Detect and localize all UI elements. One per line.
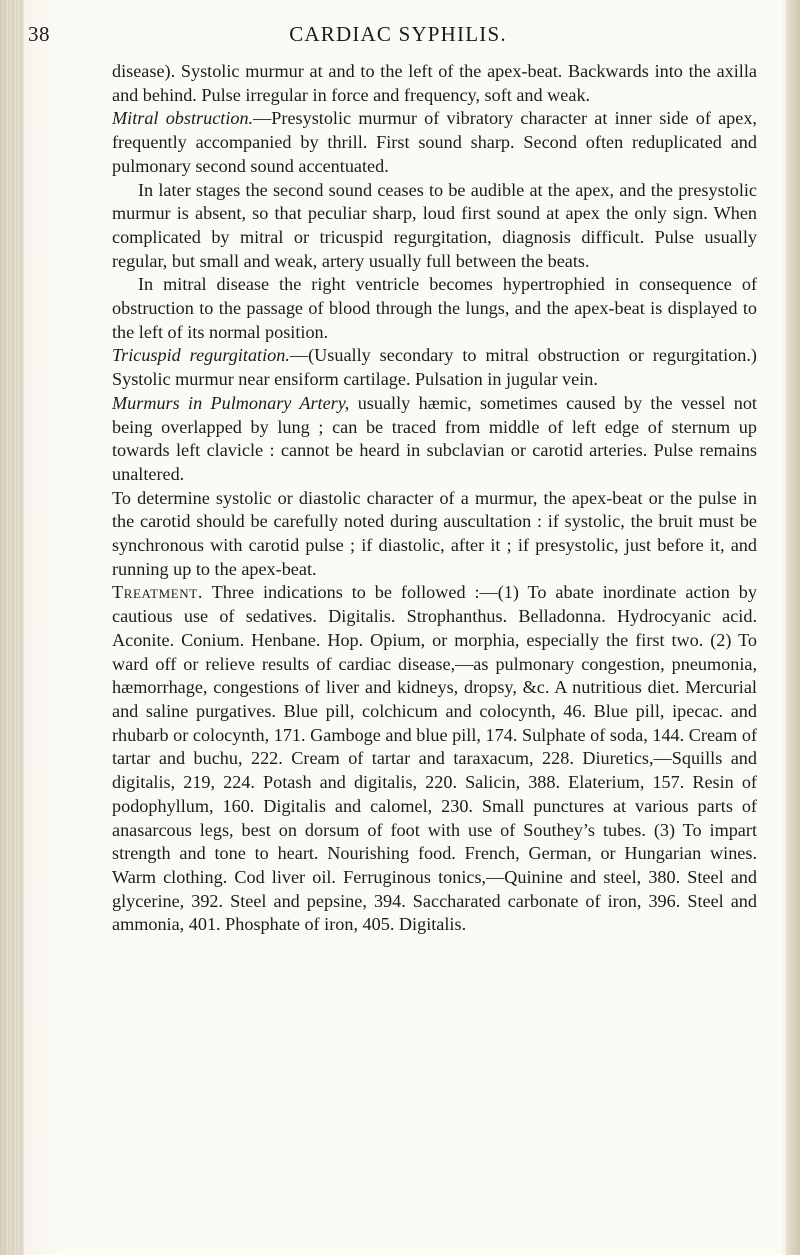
running-head: CARDIAC SYPHILIS.	[289, 22, 507, 46]
paragraph-later-stages: In later stages the second sound ceases to be audible at the apex, and the presystolic murmur is absent, so that peculiar sharp, loud first sound at apex the only sign. When complicated by mitral or tricuspid regurgitation, diagnosis difficult. Pulse usually regular, but small and weak, artery usually full between the beats.	[112, 179, 757, 271]
section-lead: Treatment.	[112, 582, 203, 603]
paragraph-determine-character: To determine systolic or diastolic character of a murmur, the apex-beat or the pulse in the carotid should be carefully noted during auscultation : if systolic, the bruit must be synchronous with carotid pulse ; if diastolic, after it ; if presystolic, just before it, and running up to the apex-beat.	[112, 487, 757, 579]
paragraph-pulmonary-murmurs: Murmurs in Pulmonary Artery, usually hæmic, sometimes caused by the vessel not being overlapped by lung ; can be traced from middle of left edge of sternum up towards left clavicle : cannot be heard in subclavian or carotid arteries. Pulse remains unaltered.	[112, 392, 757, 484]
page-number: 38	[28, 22, 50, 46]
book-spine-shadow	[0, 0, 24, 1255]
paragraph-mitral-disease: In mitral disease the right ventricle becomes hypertrophied in consequence of obstruction to the passage of blood through the lungs, and the apex-beat is displayed to the left of its normal position.	[112, 274, 757, 342]
paragraph-continuation: disease). Systolic murmur at and to the left of the apex-beat. Backwards into the axilla and behind. Pulse irregular in force and frequency, soft and weak.	[112, 61, 757, 105]
section-lead: Murmurs in Pulmonary Artery,	[112, 392, 350, 413]
page-edge	[786, 0, 800, 1255]
paragraph-treatment: Treatment. Three indications to be followed :—(1) To abate inordinate action by cautious use of sedatives. Digitalis. Strophanthus. Belladonna. Hydrocyanic acid. Aconite. Conium. Henbane. Hop. Opium, or morphia, especially the first two. (2) To ward off or relieve results of cardiac disease,—as pulmonary congestion, pneumonia, hæmorrhage, congestions of liver and kidneys, dropsy, &c. A nutritious diet. Mercurial and saline purgatives. Blue pill, colchicum and colocynth, 46. Blue pill, ipecac. and rhubarb or colocynth, 171. Gamboge and blue pill, 174. Sulphate of soda, 144. Cream of tartar and buchu, 222. Cream of tartar and taraxacum, 228. Diuretics,—Squills and digitalis, 219, 224. Potash and digitalis, 220. Salicin, 388. Elaterium, 157. Resin of podophyllum, 160. Digitalis and calomel, 230. Small punctures at various parts of anasarcous legs, best on dorsum of foot with use of Southey’s tubes. (3) To impart strength and tone to heart. Nourishing food. French, German, or Hungarian wines. Warm clothing. Cod liver oil. Ferruginous tonics,—Quinine and steel, 380. Steel and glycerine, 392. Steel and pepsine, 394. Saccharated carbonate of iron, 396. Steel and ammonia, 401. Phosphate of iron, 405. Digitalis.	[112, 582, 757, 935]
body-text	[112, 60, 757, 937]
section-lead: Tricuspid regurgitation.	[112, 345, 290, 366]
paragraph-mitral-obstruction: Mitral obstruction.—Presystolic murmur of vibratory character at inner side of apex, frequently accompanied by thrill. First sound sharp. Second often reduplicated and pulmonary second sound accentuated.	[112, 108, 757, 176]
section-lead: Mitral obstruction.	[112, 108, 254, 129]
paragraph-tricuspid: Tricuspid regurgitation.—(Usually secondary to mitral obstruction or regurgitation.) Systolic murmur near ensiform cartilage. Pulsation in jugular vein.	[112, 345, 757, 390]
page-header	[28, 22, 768, 54]
